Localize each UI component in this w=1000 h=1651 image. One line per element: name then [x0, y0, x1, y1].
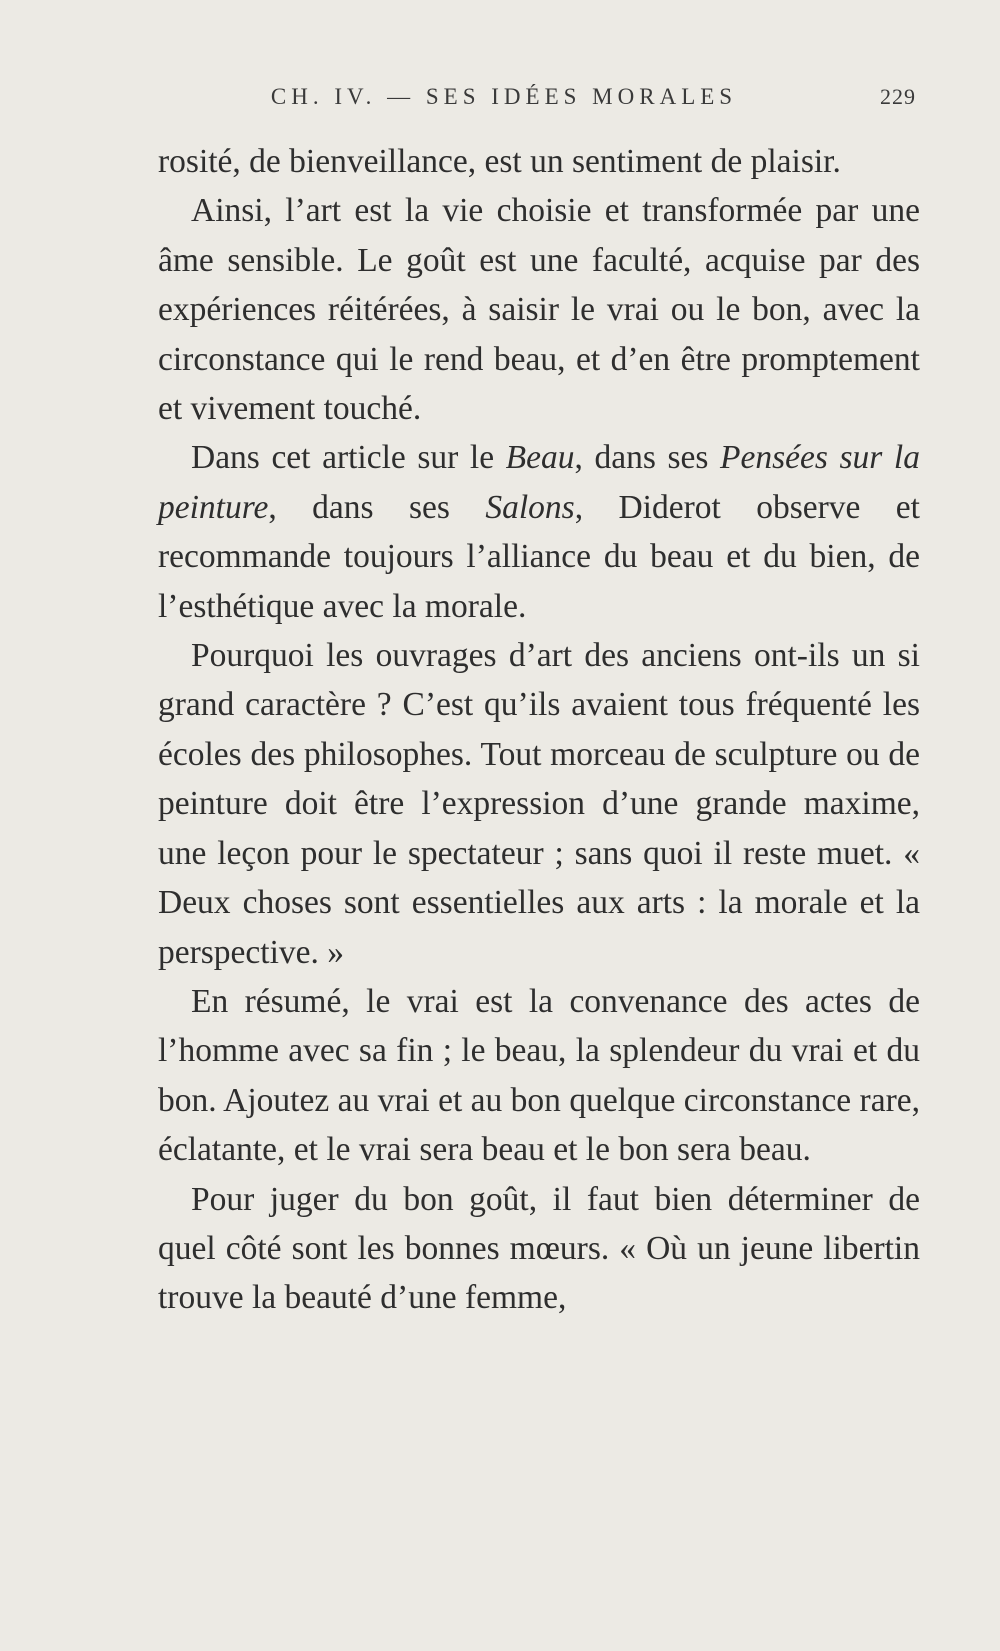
paragraph-2: Ainsi, l’art est la vie choisie et transformée par une âme sensible. Le goût est une faculté, acquise par des expériences réitérées, à saisir le vrai ou le bon, avec la circonstance qui le rend beau, et d’en être promptement et vivement touché.: [158, 192, 920, 428]
italic-title-salons: Salons: [485, 488, 575, 526]
italic-title-beau: Beau: [505, 439, 575, 477]
running-head: [158, 84, 920, 124]
paragraph-4: Pourquoi les ouvrages d’art des anciens ont-ils un si grand caractère ? C’est qu’ils avaient tous fréquenté les écoles des philosophes. Tout morceau de sculpture ou de peinture doit être l’expression d’une grande maxime, une leçon pour le spectateur ; sans quoi il reste muet. « Deux choses sont essentielles aux arts : la morale et la perspective. »: [158, 637, 920, 971]
page-number: 229: [880, 84, 916, 109]
body-text: [158, 137, 920, 1323]
paragraph-6: Pour juger du bon goût, il faut bien déterminer de quel côté sont les bonnes mœurs. « Où un jeune libertin trouve la beauté d’une femme,: [158, 1180, 920, 1317]
paragraph-1: rosité, de bienveillance, est un sentiment de plaisir.: [158, 143, 841, 180]
italic-title-pensees: Pensées sur la peinture: [158, 439, 920, 526]
running-title: CH. IV. — SES IDÉES MORALES: [270, 84, 738, 109]
paragraph-3-text-a: Dans cet article sur le: [191, 439, 506, 477]
paragraph-3: [158, 433, 920, 631]
paragraph-5: En résumé, le vrai est la convenance des actes de l’homme avec sa fin ; le beau, la splendeur du vrai et du bon. Ajoutez au vrai et au bon quelque circonstance rare, éclatante, et le vrai sera beau et le bon sera beau.: [158, 982, 920, 1169]
paragraph-3-text-e: , dans ses: [268, 488, 486, 526]
paragraph-3-text-g: , Diderot observe et recommande toujours l’alliance du beau et du bien, de l’esthétique avec la morale.: [158, 488, 920, 625]
paragraph-3-text-c: , dans ses: [574, 439, 721, 477]
